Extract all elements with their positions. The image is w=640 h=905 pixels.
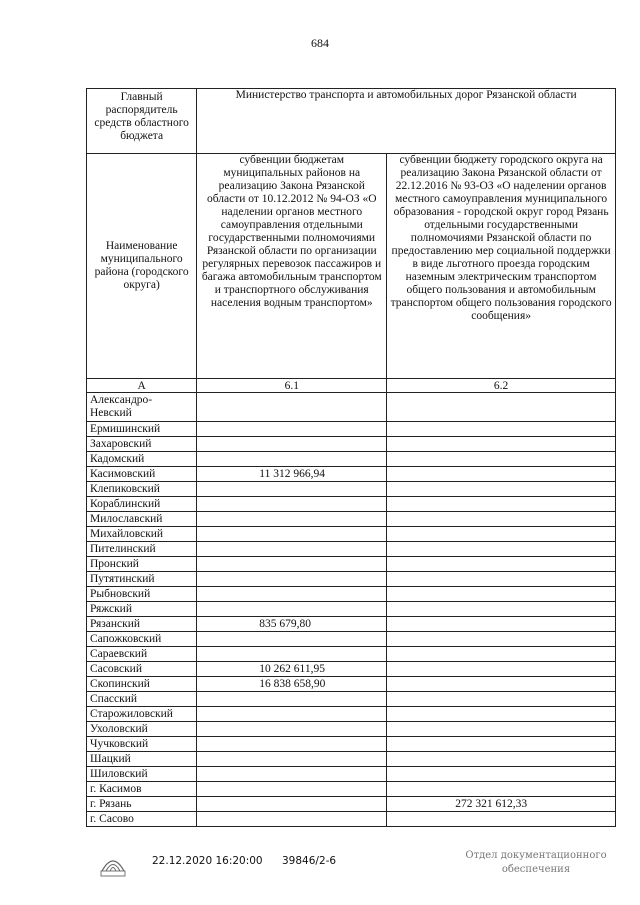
municipality-name-cell: Ухоловский: [87, 722, 197, 737]
table-row: [87, 737, 616, 752]
budget-table: [86, 88, 616, 827]
value-6-1-cell: [197, 452, 387, 467]
municipality-name-cell: Ермишинский: [87, 422, 197, 437]
municipality-name-cell: Кораблинский: [87, 497, 197, 512]
value-6-1-cell: [197, 512, 387, 527]
table-row: [87, 393, 616, 422]
value-6-1-cell: 835 679,80: [197, 617, 387, 632]
municipality-name-cell: Шиловский: [87, 767, 197, 782]
municipality-name-cell: Александро-Невский: [87, 393, 197, 422]
municipality-name-cell: г. Касимов: [87, 782, 197, 797]
value-6-2-cell: [387, 752, 616, 767]
table-row: [87, 497, 616, 512]
municipality-name-cell: Шацкий: [87, 752, 197, 767]
table-row: [87, 587, 616, 602]
table-row: [87, 707, 616, 722]
value-6-2-cell: [387, 707, 616, 722]
value-6-2-cell: [387, 482, 616, 497]
value-6-2-cell: [387, 587, 616, 602]
value-6-1-cell: [197, 767, 387, 782]
value-6-2-cell: [387, 782, 616, 797]
table-row: [87, 422, 616, 437]
header-budget-administrator: Главный распорядитель средств областного бюджета: [87, 89, 197, 154]
value-6-1-cell: [197, 707, 387, 722]
table-row: [87, 482, 616, 497]
municipality-name-cell: Сараевский: [87, 647, 197, 662]
table-row: [87, 752, 616, 767]
table-row: [87, 692, 616, 707]
header-code-a: А: [87, 379, 197, 393]
page-number: 684: [311, 36, 329, 50]
footer: [94, 849, 640, 889]
municipality-name-cell: Скопинский: [87, 677, 197, 692]
value-6-1-cell: [197, 527, 387, 542]
value-6-2-cell: [387, 602, 616, 617]
value-6-1-cell: [197, 647, 387, 662]
value-6-2-cell: [387, 812, 616, 827]
header-code-6-2: 6.2: [387, 379, 616, 393]
value-6-2-cell: [387, 527, 616, 542]
value-6-2-cell: [387, 467, 616, 482]
table-row: [87, 617, 616, 632]
municipality-name-cell: Михайловский: [87, 527, 197, 542]
table-row: [87, 557, 616, 572]
value-6-1-cell: [197, 782, 387, 797]
municipality-name-cell: Старожиловский: [87, 707, 197, 722]
table-row: [87, 542, 616, 557]
system-logo-icon: [98, 849, 128, 879]
department-stamp: Отдел документационного обеспечения: [465, 850, 607, 875]
value-6-2-cell: [387, 677, 616, 692]
municipality-name-cell: Сапожковский: [87, 632, 197, 647]
value-6-1-cell: 11 312 966,94: [197, 467, 387, 482]
value-6-1-cell: [197, 797, 387, 812]
value-6-1-cell: [197, 393, 387, 422]
value-6-1-cell: 10 262 611,95: [197, 662, 387, 677]
value-6-2-cell: 272 321 612,33: [387, 797, 616, 812]
value-6-1-cell: [197, 422, 387, 437]
municipality-name-cell: Касимовский: [87, 467, 197, 482]
table-row: [87, 512, 616, 527]
value-6-1-cell: [197, 482, 387, 497]
municipality-name-cell: Пронский: [87, 557, 197, 572]
value-6-2-cell: [387, 572, 616, 587]
value-6-2-cell: [387, 557, 616, 572]
municipality-name-cell: Милославский: [87, 512, 197, 527]
municipality-name-cell: Захаровский: [87, 437, 197, 452]
municipality-name-cell: Сасовский: [87, 662, 197, 677]
municipality-name-cell: Рыбновский: [87, 587, 197, 602]
municipality-name-cell: г. Рязань: [87, 797, 197, 812]
header-subvention-6-1: субвенции бюджетам муниципальных районов на реализацию Закона Рязанской области от 10.12.2012 № 94-ОЗ «О наделении органов местного самоуправления отдельными государственными полномочиями Рязанской области по организации регулярных перевозок пассажиров и багажа автомобильным транспортом и транспортного обслуживания населения водным транспортом»: [197, 154, 387, 379]
value-6-1-cell: [197, 437, 387, 452]
municipality-name-cell: Ряжский: [87, 602, 197, 617]
header-ministry: Министерство транспорта и автомобильных дорог Рязанской области: [197, 89, 616, 154]
table-row: [87, 437, 616, 452]
value-6-1-cell: 16 838 658,90: [197, 677, 387, 692]
value-6-2-cell: [387, 542, 616, 557]
table-row: [87, 452, 616, 467]
municipality-name-cell: Спасский: [87, 692, 197, 707]
value-6-1-cell: [197, 572, 387, 587]
value-6-2-cell: [387, 662, 616, 677]
registration-number: 39846/2-6: [282, 855, 337, 867]
header-subvention-6-2: субвенции бюджету городского округа на реализацию Закона Рязанской области от 22.12.2016 № 93-ОЗ «О наделении органов местного самоуправления муниципального образования - городской округ город Рязань отдельными государственными полномочиями Рязанской области по предоставлению мер социальной поддержки в виде льготного проезда городским наземным электрическим транспортом общего пользования и автомобильным транспортом общего пользования городского сообщения»: [387, 154, 616, 379]
value-6-1-cell: [197, 752, 387, 767]
table-row: [87, 767, 616, 782]
value-6-2-cell: [387, 437, 616, 452]
value-6-1-cell: [197, 587, 387, 602]
value-6-2-cell: [387, 452, 616, 467]
value-6-1-cell: [197, 557, 387, 572]
table-row: [87, 677, 616, 692]
value-6-1-cell: [197, 722, 387, 737]
header-code-6-1: 6.1: [197, 379, 387, 393]
value-6-2-cell: [387, 512, 616, 527]
value-6-1-cell: [197, 602, 387, 617]
table-row: [87, 647, 616, 662]
header-row-ministry: [87, 89, 616, 154]
table-row: [87, 662, 616, 677]
value-6-2-cell: [387, 497, 616, 512]
header-row-subventions: [87, 154, 616, 379]
value-6-1-cell: [197, 737, 387, 752]
header-row-codes: [87, 379, 616, 393]
header-municipality-name: Наименование муниципального района (городского округа): [87, 154, 197, 379]
municipality-name-cell: Кадомский: [87, 452, 197, 467]
value-6-2-cell: [387, 632, 616, 647]
value-6-1-cell: [197, 812, 387, 827]
value-6-2-cell: [387, 647, 616, 662]
value-6-1-cell: [197, 497, 387, 512]
value-6-2-cell: [387, 617, 616, 632]
municipality-name-cell: Чучковский: [87, 737, 197, 752]
table-row: [87, 812, 616, 827]
table-row: [87, 632, 616, 647]
municipality-name-cell: Путятинский: [87, 572, 197, 587]
value-6-2-cell: [387, 722, 616, 737]
value-6-1-cell: [197, 632, 387, 647]
municipality-name-cell: Рязанский: [87, 617, 197, 632]
table-row: [87, 467, 616, 482]
registration-datetime: 22.12.2020 16:20:00: [152, 855, 263, 867]
value-6-2-cell: [387, 422, 616, 437]
municipality-name-cell: Клепиковский: [87, 482, 197, 497]
table-row: [87, 527, 616, 542]
value-6-2-cell: [387, 737, 616, 752]
table-row: [87, 782, 616, 797]
value-6-2-cell: [387, 393, 616, 422]
table-row: [87, 602, 616, 617]
value-6-2-cell: [387, 767, 616, 782]
value-6-1-cell: [197, 542, 387, 557]
table-row: [87, 572, 616, 587]
table-row: [87, 722, 616, 737]
municipality-name-cell: Пителинский: [87, 542, 197, 557]
value-6-2-cell: [387, 692, 616, 707]
municipality-name-cell: г. Сасово: [87, 812, 197, 827]
value-6-1-cell: [197, 692, 387, 707]
table-row: [87, 797, 616, 812]
